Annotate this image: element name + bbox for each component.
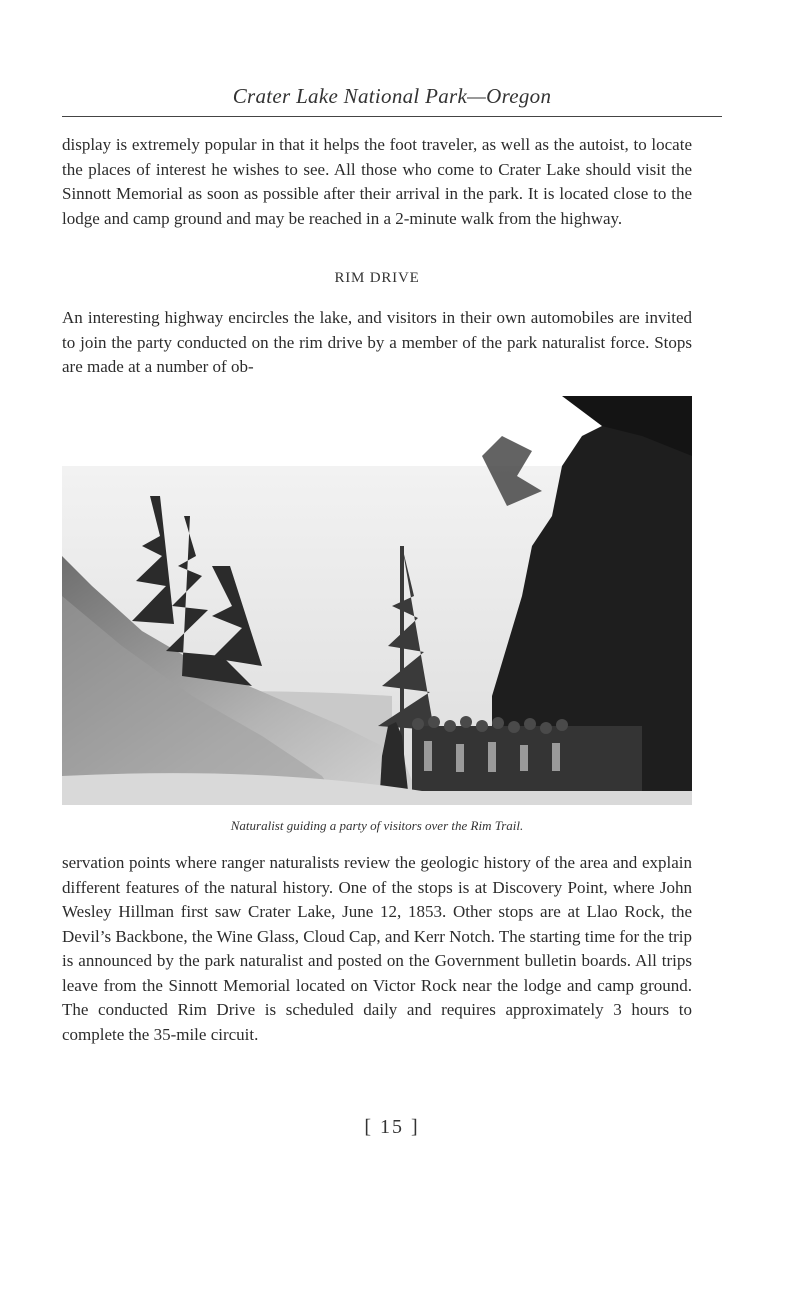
paragraph-observation-points: servation points where ranger naturalists review the geologic history of the area and explain different features of the natural history. One of the stops is at Discovery Point, where John Wesley Hillman first saw Crater Lake, June 12, 1853. Other stops are at Llao Rock, the Devil’s Backbone, the Wine Glass, Cloud Cap, and Kerr Notch. The starting time for the trip is announced by the park naturalist and posted on the Government bulletin boards. All trips leave from the Sinnott Memorial located on Victor Rock near the lodge and camp ground. The conducted Rim Drive is scheduled daily and requires approximately 3 hours to complete the 35-mile circuit. bbox=[62, 853, 692, 1044]
paragraph-sinnott-memorial: display is extremely popular in that it helps the foot traveler, as well as the autoist, to locate the places of interest he wishes to see. All those who come to Crater Lake should visit the Sinnott Memorial as soon as possible after their arrival in the park. It is located close to the lodge and camp ground and may be reached in a 2-minute walk from the highway. bbox=[62, 135, 692, 228]
photo-caption: Naturalist guiding a party of visitors over the Rim Trail. bbox=[230, 818, 524, 833]
running-head: Crater Lake National Park—Oregon bbox=[232, 84, 552, 108]
section-heading-rim-drive: RIM DRIVE bbox=[334, 270, 420, 286]
paragraph-rim-drive-intro: An interesting highway encircles the lake, and visitors in their own automobiles are invited to join the party conducted on the rim drive by a member of the park naturalist force. Stops are made at a number of ob- bbox=[62, 308, 692, 376]
page-number: [ 15 ] bbox=[364, 1116, 420, 1138]
header-rule bbox=[62, 116, 722, 117]
photograph-rim-trail bbox=[62, 396, 692, 805]
